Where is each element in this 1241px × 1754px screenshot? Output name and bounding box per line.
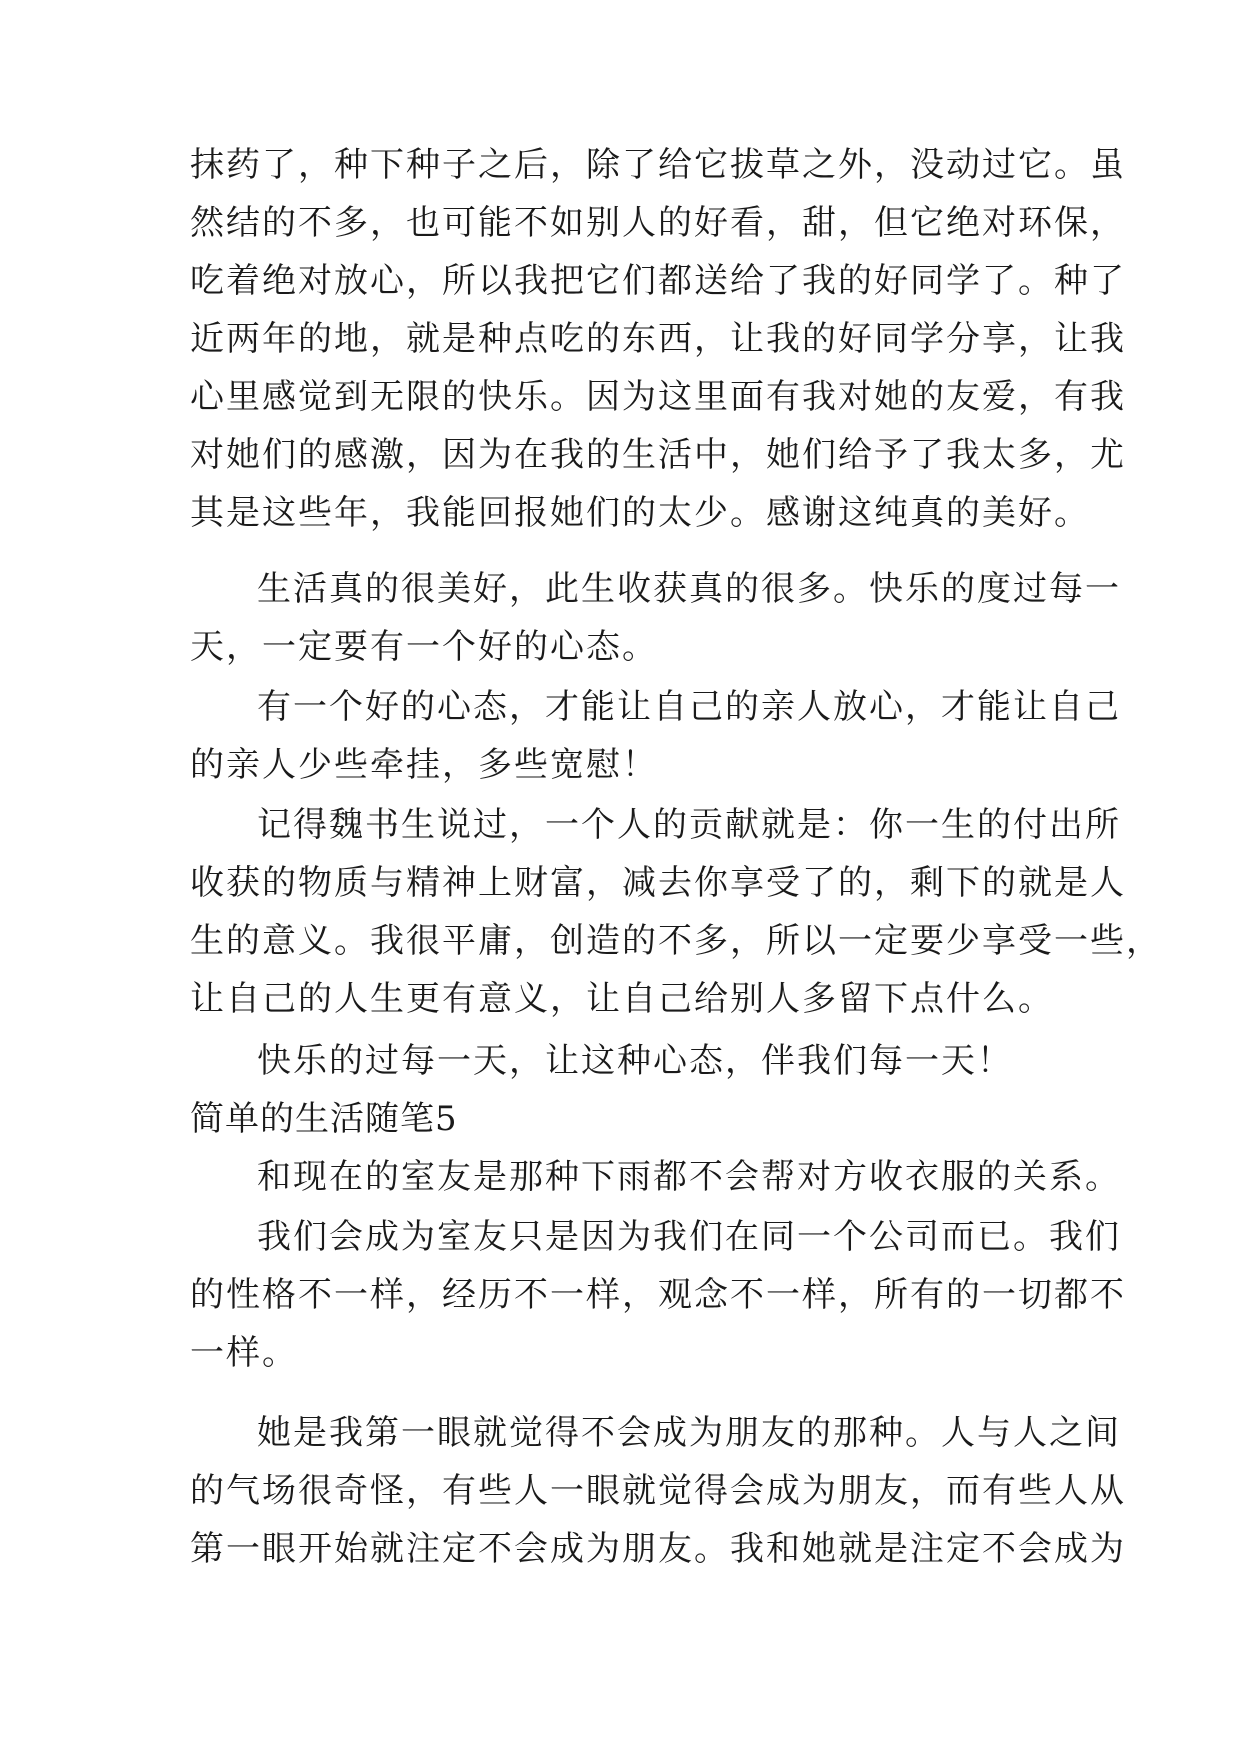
body-text-line: 的性格不一样，经历不一样，观念不一样，所有的一切都不 [190, 1275, 1126, 1315]
section-heading: 简单的生活随笔5 [190, 1099, 458, 1139]
body-text-line: 其是这些年，我能回报她们的太少。感谢这纯真的美好。 [190, 493, 1090, 533]
body-text-line: 的气场很奇怪，有些人一眼就觉得会成为朋友，而有些人从 [190, 1471, 1126, 1511]
paragraph-first-line: 有一个好的心态，才能让自己的亲人放心，才能让自己 [257, 687, 1121, 727]
body-text-line: 对她们的感激，因为在我的生活中，她们给予了我太多，尤 [190, 435, 1126, 475]
paragraph-first-line: 和现在的室友是那种下雨都不会帮对方收衣服的关系。 [257, 1157, 1121, 1197]
paragraph-first-line: 我们会成为室友只是因为我们在同一个公司而已。我们 [257, 1217, 1121, 1257]
body-text-line: 然结的不多，也可能不如别人的好看，甜，但它绝对环保， [190, 203, 1126, 243]
paragraph-first-line: 生活真的很美好，此生收获真的很多。快乐的度过每一 [257, 569, 1121, 609]
body-text-line: 吃着绝对放心，所以我把它们都送给了我的好同学了。种了 [190, 261, 1126, 301]
body-text-line: 的亲人少些牵挂，多些宽慰！ [190, 745, 658, 785]
body-text-line: 心里感觉到无限的快乐。因为这里面有我对她的友爱，有我 [190, 377, 1126, 417]
body-text-line: 生的意义。我很平庸，创造的不多，所以一定要少享受一些， [190, 921, 1162, 961]
body-text-line: 第一眼开始就注定不会成为朋友。我和她就是注定不会成为 [190, 1529, 1126, 1569]
body-text-line: 让自己的人生更有意义，让自己给别人多留下点什么。 [190, 979, 1054, 1019]
paragraph-first-line: 记得魏书生说过，一个人的贡献就是：你一生的付出所 [257, 805, 1121, 845]
paragraph-first-line: 快乐的过每一天，让这种心态，伴我们每一天！ [257, 1041, 1013, 1081]
body-text-line: 收获的物质与精神上财富，减去你享受了的，剩下的就是人 [190, 863, 1126, 903]
body-text-line: 抹药了，种下种子之后，除了给它拔草之外，没动过它。虽 [190, 145, 1126, 185]
paragraph-first-line: 她是我第一眼就觉得不会成为朋友的那种。人与人之间 [257, 1413, 1121, 1453]
body-text-line: 近两年的地，就是种点吃的东西，让我的好同学分享，让我 [190, 319, 1126, 359]
body-text-line: 天，一定要有一个好的心态。 [190, 627, 658, 667]
body-text-line: 一样。 [190, 1333, 298, 1373]
